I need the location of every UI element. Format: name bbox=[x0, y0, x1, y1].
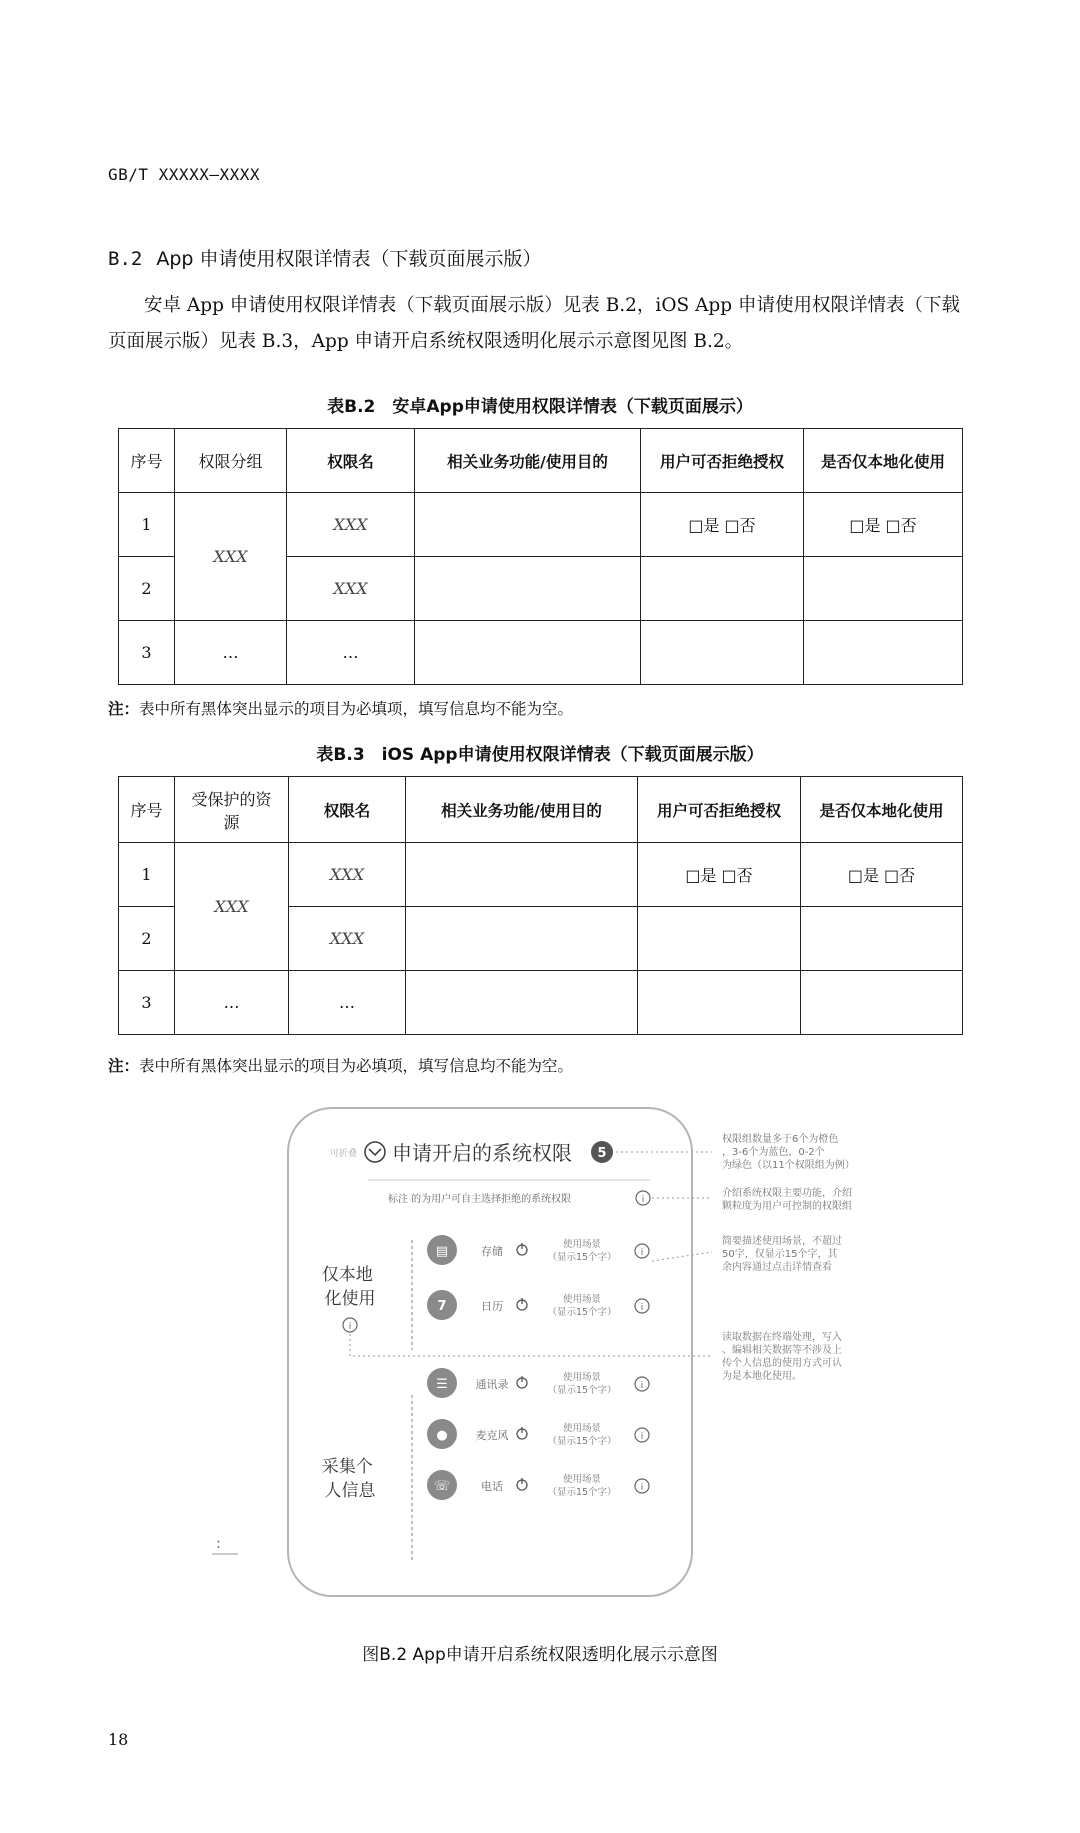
table-b3-note bbox=[108, 1054, 573, 1076]
usage-scene: 使用场景 bbox=[562, 1474, 602, 1485]
permission-name: 麦克风 bbox=[475, 1429, 509, 1442]
info-icon-glyph: i bbox=[641, 1195, 645, 1205]
phone-icon-glyph: ☏ bbox=[433, 1479, 451, 1494]
page-number: 18 bbox=[108, 1730, 129, 1749]
permission-name: 通讯录 bbox=[475, 1378, 509, 1391]
header-cell: 是否仅本地化使用 bbox=[804, 429, 963, 493]
refuse-choice: □是 □否 bbox=[638, 843, 801, 907]
local-choice: □是 □否 bbox=[801, 843, 963, 907]
usage-scene: 使用场景 bbox=[562, 1372, 602, 1383]
calendar-icon-glyph: 7 bbox=[437, 1299, 447, 1314]
permission-name: XXX bbox=[289, 907, 406, 971]
header-cell: 相关业务功能/使用目的 bbox=[406, 777, 638, 843]
row-number: 3 bbox=[119, 621, 175, 685]
header-cell: 相关业务功能/使用目的 bbox=[415, 429, 641, 493]
annotation-1: 权限组数量多于6个为橙色，3-6个为蓝色，0-2个为绿色（以11个权限组为例） bbox=[722, 1134, 855, 1171]
note-text: 表中所有黑体突出显示的项目为必填项，填写信息均不能为空。 bbox=[139, 1057, 574, 1075]
purpose-cell bbox=[406, 907, 638, 971]
stray-mark: : bbox=[216, 1536, 221, 1552]
purpose-cell bbox=[415, 557, 641, 621]
intro-paragraph: 安卓 App 申请使用权限详情表（下载页面展示版）见表 B.2，iOS App 申请使用权限详情表（下载页面展示版）见表 B.3，App 申请开启系统权限透明化展示示意图见图 B.2。 bbox=[108, 295, 960, 352]
note-text: 表中所有黑体突出显示的项目为必填项，填写信息均不能为空。 bbox=[139, 700, 574, 718]
refuse-choice bbox=[641, 557, 804, 621]
section-number: B.2 bbox=[108, 248, 143, 270]
collect-group-label-line1: 采集个 bbox=[321, 1457, 373, 1477]
figure-subtitle: 标注 的为用户可自主选择拒绝的系统权限 bbox=[388, 1194, 572, 1205]
section-title-text: App 申请使用权限详情表（下载页面展示版） bbox=[156, 248, 542, 270]
local-choice bbox=[801, 971, 963, 1035]
header-cell: 序号 bbox=[119, 429, 175, 493]
usage-scene-detail: （显示15个字） bbox=[547, 1487, 617, 1498]
annotation-4: 读取数据在终端处理，写入、编辑相关数据等不涉及上传个人信息的使用方式可认为是本地化使用。 bbox=[722, 1332, 842, 1382]
header-cell: 权限名 bbox=[289, 777, 406, 843]
table-row bbox=[119, 621, 963, 685]
collapsible-label: 可折叠 bbox=[330, 1149, 358, 1159]
table-row bbox=[119, 971, 963, 1035]
usage-scene-detail: （显示15个字） bbox=[547, 1385, 617, 1396]
figure-caption: 图B.2 App申请开启系统权限透明化展示示意图 bbox=[362, 1645, 718, 1665]
info-icon-glyph: i bbox=[640, 1381, 644, 1391]
figure-b2 bbox=[0, 1100, 1080, 1620]
table-b3 bbox=[118, 776, 963, 1035]
usage-scene: 使用场景 bbox=[562, 1423, 602, 1434]
microphone-icon-glyph: ● bbox=[436, 1428, 448, 1443]
row-number: 3 bbox=[119, 971, 175, 1035]
permission-name: … bbox=[287, 621, 415, 685]
section-title bbox=[108, 244, 542, 271]
row-number: 2 bbox=[119, 557, 175, 621]
info-icon-glyph: i bbox=[348, 1322, 352, 1332]
usage-scene-detail: （显示15个字） bbox=[547, 1252, 617, 1263]
header-cell: 权限名 bbox=[287, 429, 415, 493]
refuse-choice bbox=[638, 907, 801, 971]
info-icon-glyph: i bbox=[640, 1248, 644, 1258]
group-cell: XXX bbox=[175, 843, 289, 971]
collect-group-label-line2: 人信息 bbox=[324, 1481, 376, 1501]
group-cell: XXX bbox=[175, 493, 287, 621]
header-cell: 序号 bbox=[119, 777, 175, 843]
usage-scene: 使用场景 bbox=[562, 1294, 602, 1305]
row-number: 2 bbox=[119, 907, 175, 971]
info-icon-glyph: i bbox=[640, 1303, 644, 1313]
info-icon-glyph: i bbox=[640, 1483, 644, 1493]
permission-name: 存储 bbox=[481, 1245, 503, 1258]
local-group-label-line2: 化使用 bbox=[324, 1289, 376, 1309]
refuse-choice: □是 □否 bbox=[641, 493, 804, 557]
permission-name: XXX bbox=[287, 557, 415, 621]
purpose-cell bbox=[415, 493, 641, 557]
usage-scene: 使用场景 bbox=[562, 1239, 602, 1250]
note-label: 注： bbox=[108, 1057, 140, 1075]
header-cell: 受保护的资源 bbox=[175, 777, 289, 843]
count-badge-text: 5 bbox=[597, 1146, 607, 1161]
header-cell: 用户可否拒绝授权 bbox=[641, 429, 804, 493]
phone-frame bbox=[288, 1108, 692, 1596]
permission-name: … bbox=[289, 971, 406, 1035]
info-icon-glyph: i bbox=[640, 1432, 644, 1442]
local-choice bbox=[804, 557, 963, 621]
permission-name: XXX bbox=[287, 493, 415, 557]
purpose-cell bbox=[415, 621, 641, 685]
document-code: GB/T XXXXX—XXXX bbox=[108, 165, 260, 184]
purpose-cell bbox=[406, 971, 638, 1035]
header-cell: 用户可否拒绝授权 bbox=[638, 777, 801, 843]
annotation-3: 简要描述使用场景，不超过 50字，仅显示15个字，其余内容通过点击详情查看 bbox=[722, 1236, 842, 1273]
contacts-icon-glyph: ☰ bbox=[436, 1377, 448, 1392]
row-number: 1 bbox=[119, 843, 175, 907]
table-row bbox=[119, 843, 963, 907]
group-cell: … bbox=[175, 621, 287, 685]
refuse-choice bbox=[638, 971, 801, 1035]
local-choice bbox=[801, 907, 963, 971]
table-row bbox=[119, 493, 963, 557]
local-choice bbox=[804, 621, 963, 685]
row-number: 1 bbox=[119, 493, 175, 557]
table-b3-caption: 表B.3 iOS App申请使用权限详情表（下载页面展示版） bbox=[316, 745, 764, 765]
table-b2-caption: 表B.2 安卓App申请使用权限详情表（下载页面展示） bbox=[327, 397, 753, 417]
permission-name: XXX bbox=[289, 843, 406, 907]
annotation-2: 介绍系统权限主要功能，介绍颗粒度为用户可控制的权限组 bbox=[722, 1188, 852, 1212]
permission-name: 电话 bbox=[481, 1480, 503, 1493]
annotations bbox=[722, 1132, 855, 1382]
purpose-cell bbox=[406, 843, 638, 907]
table-header-row bbox=[119, 777, 963, 843]
note-label: 注： bbox=[108, 700, 140, 718]
table-header-row bbox=[119, 429, 963, 493]
figure-title: 申请开启的系统权限 bbox=[392, 1141, 572, 1165]
usage-scene-detail: （显示15个字） bbox=[547, 1307, 617, 1318]
group-cell: … bbox=[175, 971, 289, 1035]
permission-name: 日历 bbox=[481, 1300, 503, 1313]
local-group-label-line1: 仅本地 bbox=[321, 1265, 373, 1285]
refuse-choice bbox=[641, 621, 804, 685]
local-choice: □是 □否 bbox=[804, 493, 963, 557]
table-b2 bbox=[118, 428, 963, 685]
usage-scene-detail: （显示15个字） bbox=[547, 1436, 617, 1447]
header-cell: 是否仅本地化使用 bbox=[801, 777, 963, 843]
storage-icon-glyph: ▤ bbox=[435, 1244, 449, 1259]
table-b2-note bbox=[108, 697, 573, 719]
header-cell: 权限分组 bbox=[175, 429, 287, 493]
